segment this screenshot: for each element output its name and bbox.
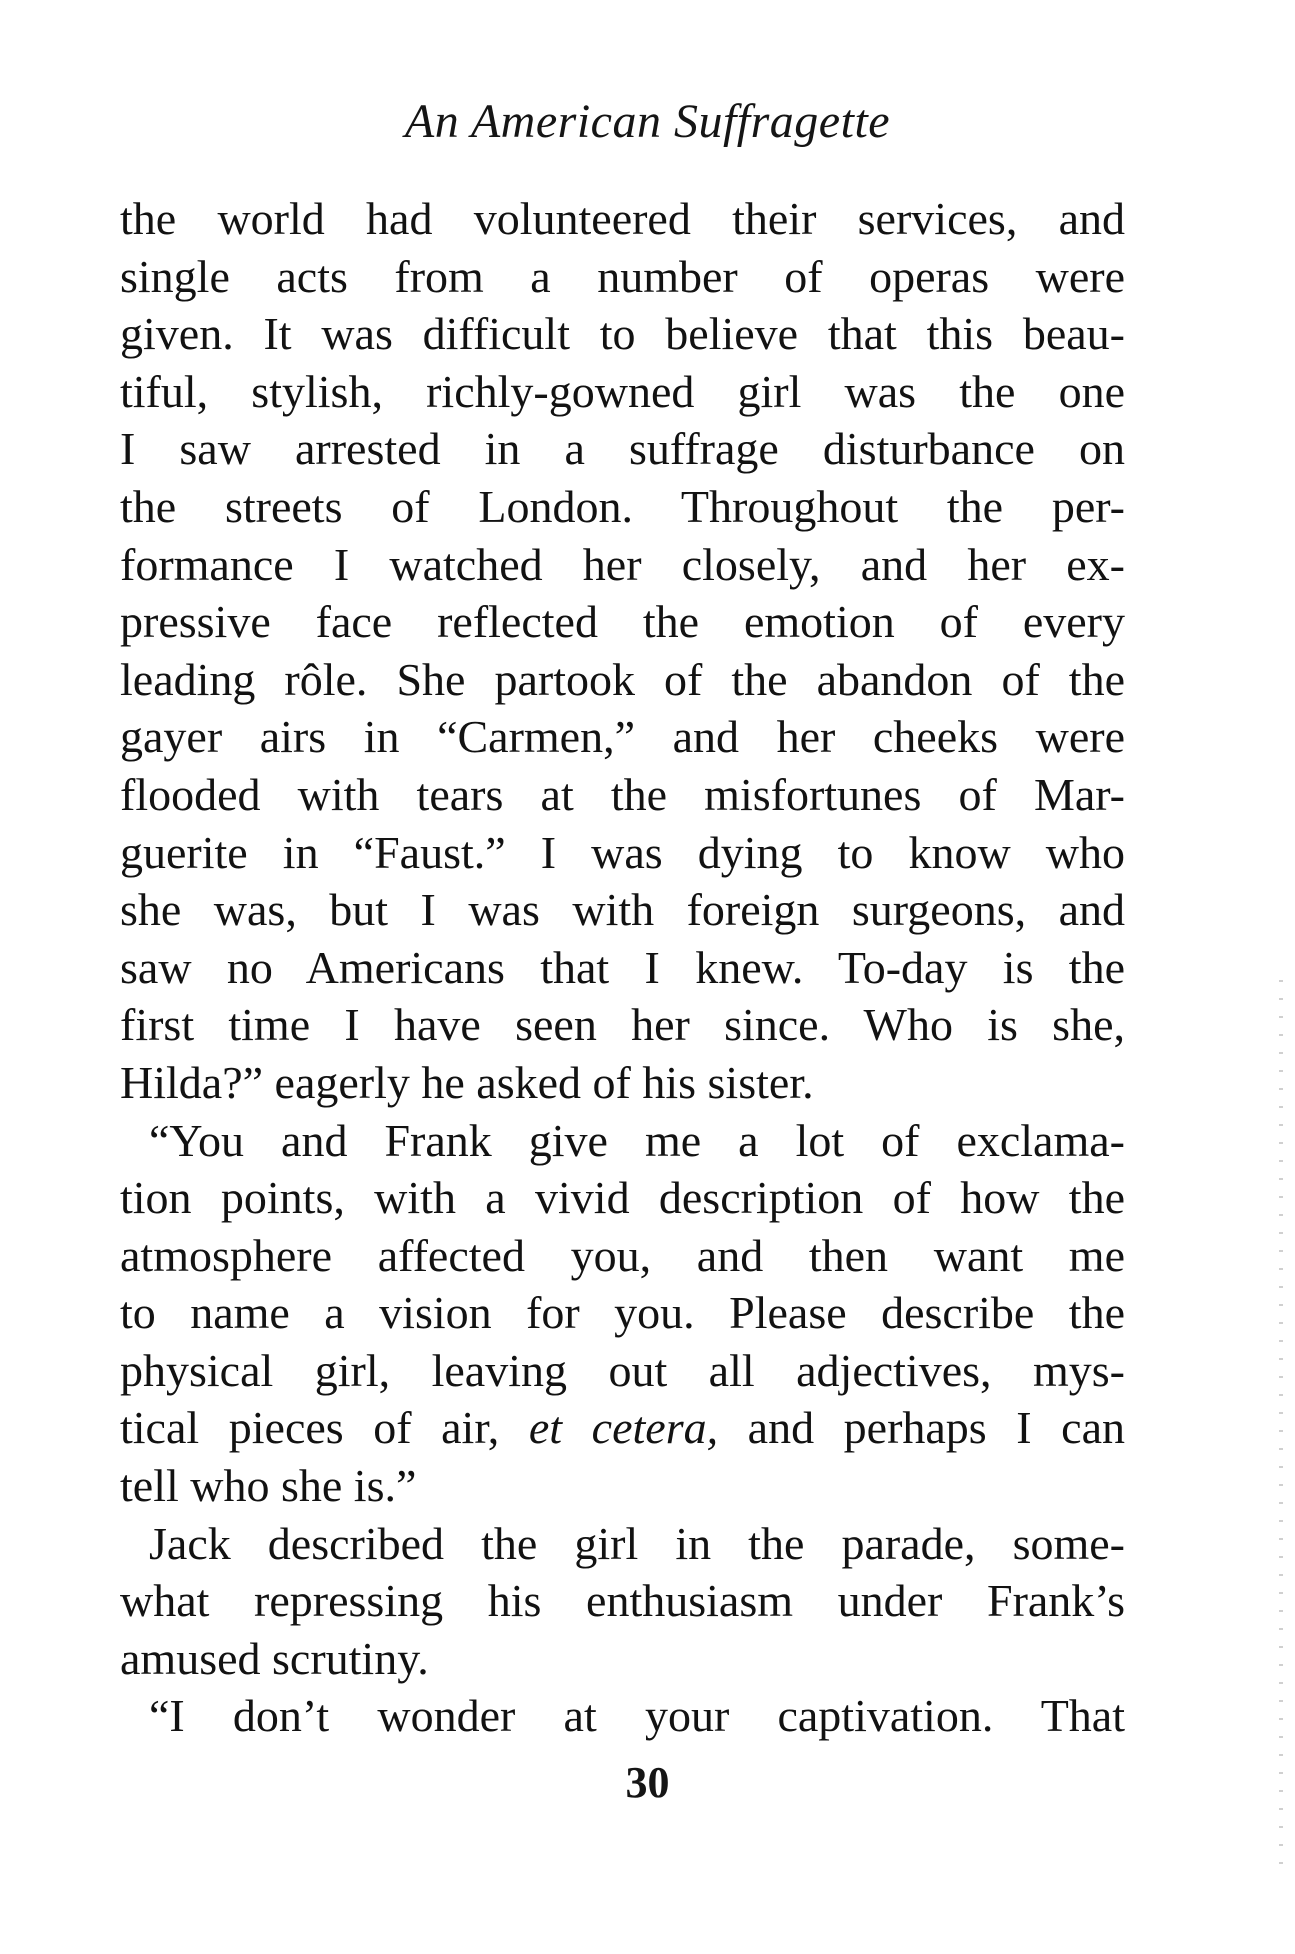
text-line: physical girl, leaving out all adjectives, mys-	[120, 1344, 1125, 1396]
text-line: formance I watched her closely, and her ex-	[120, 538, 1125, 590]
text-line: flooded with tears at the misfortunes of Mar-	[120, 768, 1125, 820]
text-line: atmosphere affected you, and then want me	[120, 1229, 1125, 1281]
text-line: first time I have seen her since. Who is she,	[120, 999, 1125, 1051]
text-line: “I don’t wonder at your captivation. That	[149, 1690, 1125, 1742]
text-line: amused scrutiny.	[120, 1632, 429, 1684]
text-line: tell who she is.”	[120, 1460, 417, 1512]
text-line: tiful, stylish, richly-gowned girl was the one	[120, 365, 1125, 417]
text-line: guerite in “Faust.” I was dying to know who	[120, 826, 1125, 878]
text-line: tical pieces of air, et cetera, and perhaps I can	[120, 1402, 1125, 1454]
text-line: I saw arrested in a suffrage disturbance on	[120, 423, 1125, 475]
text-line: Jack described the girl in the parade, some-	[149, 1517, 1125, 1569]
text-line: single acts from a number of operas were	[120, 250, 1125, 302]
text-line: tion points, with a vivid description of how the	[120, 1172, 1125, 1224]
text-line: she was, but I was with foreign surgeons, and	[120, 884, 1125, 936]
text-line: pressive face reflected the emotion of every	[120, 596, 1125, 648]
running-head: An American Suffragette	[404, 95, 891, 148]
text-line: the world had volunteered their services, and	[120, 193, 1125, 244]
page-number: 30	[625, 1758, 670, 1807]
body-text	[120, 190, 1125, 1745]
text-line: “You and Frank give me a lot of exclama-	[149, 1114, 1125, 1166]
text-line: given. It was difficult to believe that this beau-	[120, 308, 1125, 360]
text-line: to name a vision for you. Please describe the	[120, 1287, 1125, 1339]
text-line: Hilda?” eagerly he asked of his sister.	[120, 1056, 814, 1108]
text-line: the streets of London. Throughout the per-	[120, 480, 1125, 532]
text-line: what repressing his enthusiasm under Frank’s	[120, 1575, 1125, 1627]
scan-speckle	[1279, 980, 1283, 1880]
text-line: saw no Americans that I knew. To-day is the	[120, 941, 1125, 993]
text-line: leading rôle. She partook of the abandon of the	[120, 653, 1125, 705]
text-line: gayer airs in “Carmen,” and her cheeks were	[120, 711, 1125, 763]
